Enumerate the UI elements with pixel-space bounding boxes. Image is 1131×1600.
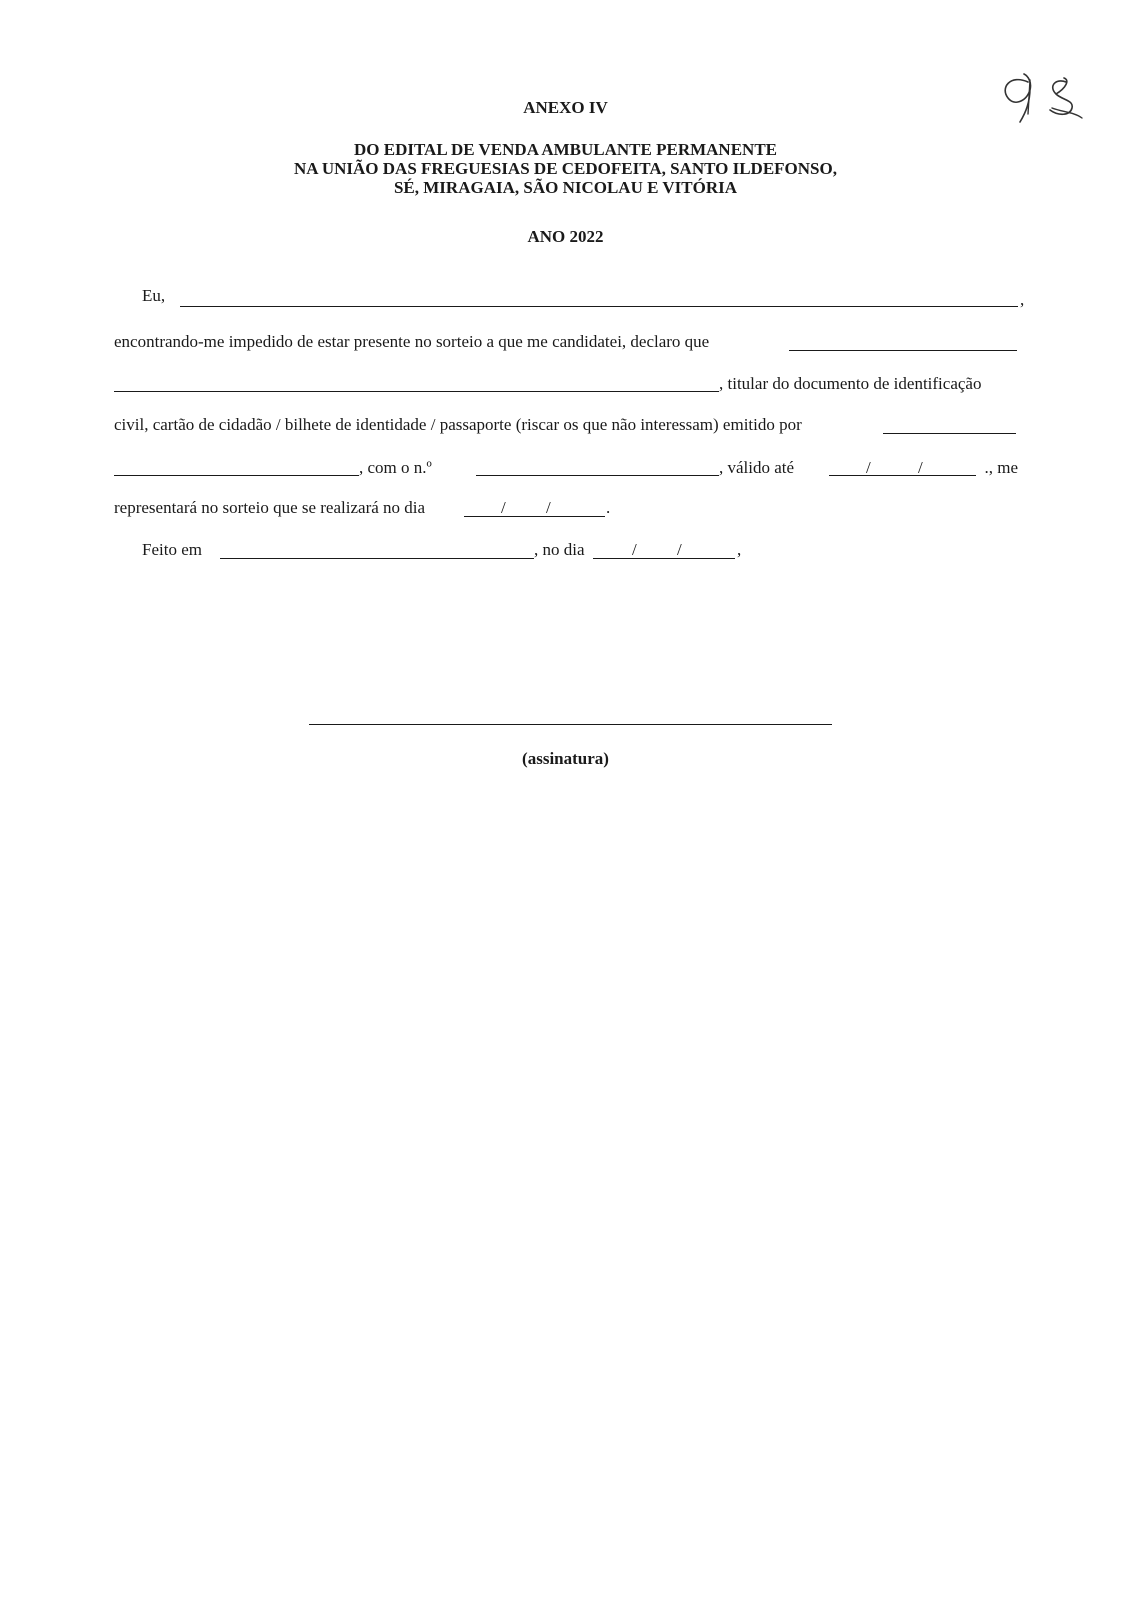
annex-subtitle [0,140,1131,197]
date-separator: / [632,540,637,559]
eu-label: Eu, [142,286,166,305]
annex-title: ANEXO IV [523,98,608,117]
date-separator: / [918,458,923,477]
on-day-label: , no dia [534,540,585,559]
comma: , [737,540,742,559]
signing-date-field[interactable] [593,558,735,559]
subtitle-line: DO EDITAL DE VENDA AMBULANTE PERMANENTE [353,140,778,159]
date-separator: / [677,540,682,559]
comma: , [1020,290,1025,309]
document-type-text: civil, cartão de cidadão / bilhete de identidade / passaporte (riscar os que não interessam) emitido por [114,415,802,434]
handwritten-page-number [1000,68,1100,128]
representative-name-field[interactable] [789,350,1017,351]
name-field[interactable] [180,306,1018,307]
issuer-continued-field[interactable] [114,475,359,476]
signature-caption: (assinatura) [522,749,609,768]
date-separator: / [546,498,551,517]
year-heading: ANO 2022 [527,227,604,246]
period: . [606,498,611,517]
valid-until-label: , válido até [719,458,795,477]
valid-until-date-field[interactable] [829,475,976,476]
declaration-text: encontrando-me impedido de estar presente no sorteio a que me candidatei, declaro que [114,332,710,351]
made-in-label: Feito em [142,540,202,559]
subtitle-line: SÉ, MIRAGAIA, SÃO NICOLAU E VITÓRIA [393,178,738,197]
number-label: , com o n.º [359,458,432,477]
identification-text: , titular do documento de identificação [719,374,982,393]
draw-date-field[interactable] [464,516,605,517]
subtitle-line: NA UNIÃO DAS FREGUESIAS DE CEDOFEITA, SANTO ILDEFONSO, [293,159,837,178]
issuer-field[interactable] [883,433,1016,434]
document-number-field[interactable] [476,475,719,476]
draw-date-text: representará no sorteio que se realizará no dia [114,498,426,517]
date-separator: / [501,498,506,517]
representative-name-continued-field[interactable] [114,391,719,392]
date-separator: / [866,458,871,477]
signature-line[interactable] [309,724,832,725]
line-end-text: ., me [984,458,1018,477]
place-field[interactable] [220,558,534,559]
